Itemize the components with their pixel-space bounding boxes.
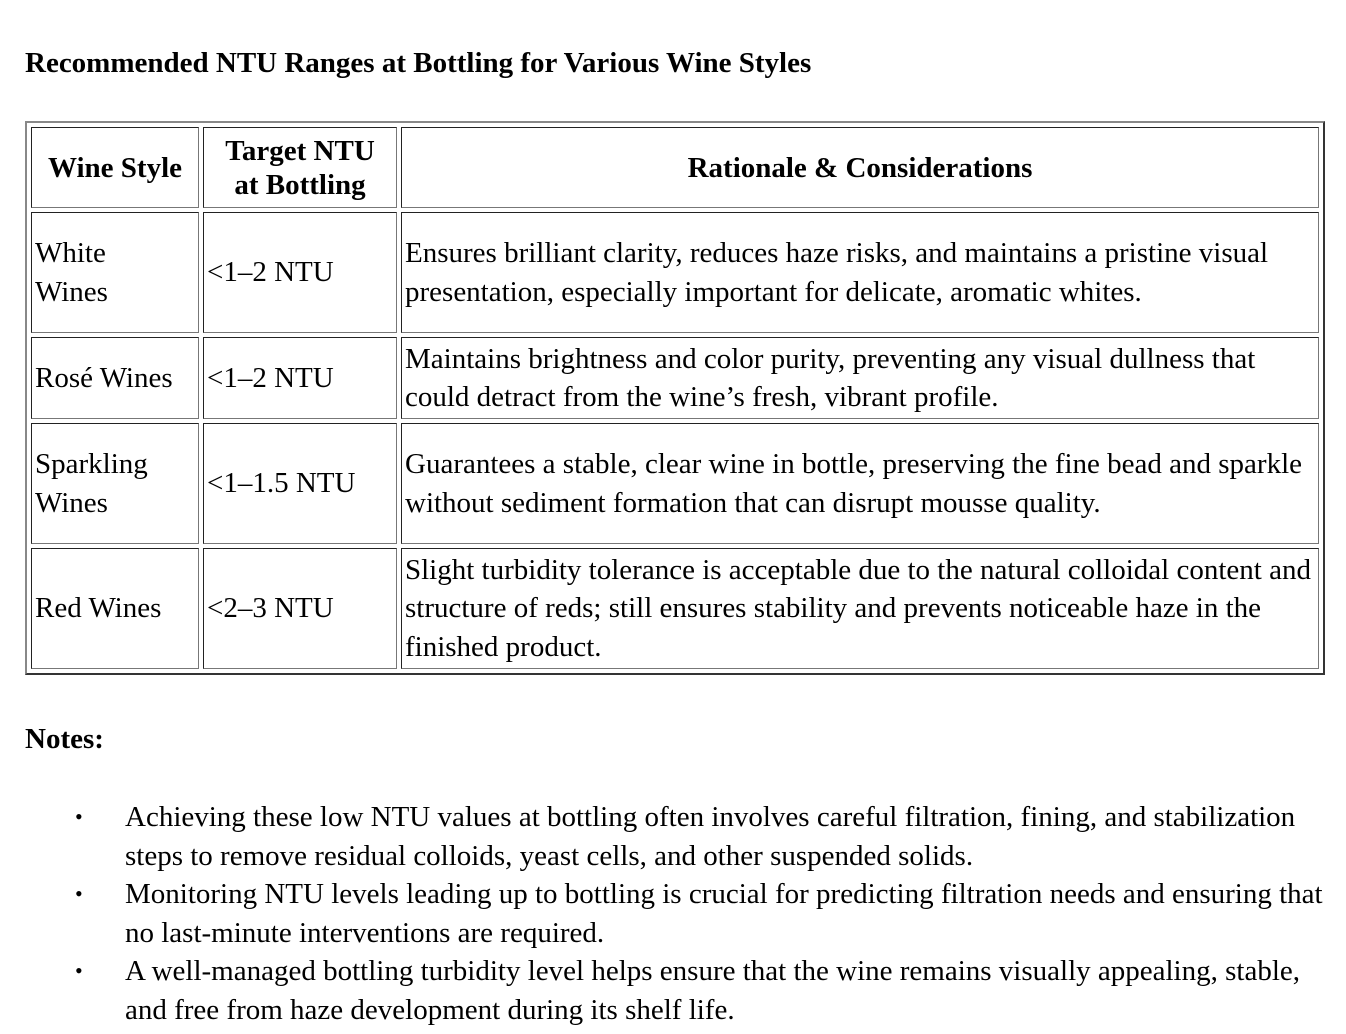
- list-item: [75, 952, 1325, 1029]
- cell-target-ntu: <1–2 NTU: [203, 212, 397, 333]
- notes-list: [25, 798, 1325, 1029]
- table-header-row: [31, 127, 1319, 208]
- cell-target-ntu: <1–1.5 NTU: [203, 423, 397, 544]
- table-row: [31, 548, 1319, 669]
- cell-wine-style: Rosé Wines: [31, 337, 199, 419]
- cell-target-ntu: <1–2 NTU: [203, 337, 397, 419]
- wine-style-text: White Wines: [35, 237, 108, 308]
- cell-rationale: Maintains brightness and color purity, preventing any visual dullness that could detract from the wine’s fresh, vibrant profile.: [401, 337, 1319, 419]
- cell-wine-style: [31, 212, 199, 333]
- table-row: [31, 423, 1319, 544]
- note-text: Monitoring NTU levels leading up to bottling is crucial for predicting filtration needs and ensuring that no last-minute interventions are required.: [125, 878, 1323, 949]
- cell-wine-style: [31, 423, 199, 544]
- header-target-ntu-text: Target NTU at Bottling: [225, 134, 375, 201]
- bullet-icon: •: [75, 881, 83, 906]
- bullet-icon: •: [75, 804, 83, 829]
- cell-rationale: Ensures brilliant clarity, reduces haze risks, and maintains a pristine visual presentation, especially important for delicate, aromatic whites.: [401, 212, 1319, 333]
- bullet-icon: •: [75, 958, 83, 983]
- list-item: [75, 798, 1325, 875]
- cell-rationale: Slight turbidity tolerance is acceptable due to the natural colloidal content and structure of reds; still ensures stability and prevents noticeable haze in the finished product.: [401, 548, 1319, 669]
- header-target-ntu: [203, 127, 397, 208]
- list-item: [75, 875, 1325, 952]
- cell-wine-style: Red Wines: [31, 548, 199, 669]
- header-rationale: Rationale & Considerations: [401, 127, 1319, 208]
- cell-target-ntu: <2–3 NTU: [203, 548, 397, 669]
- note-text: Achieving these low NTU values at bottling often involves careful filtration, fining, and stabilization steps to remove residual colloids, yeast cells, and other suspended solids.: [125, 801, 1296, 872]
- page-title: Recommended NTU Ranges at Bottling for Various Wine Styles: [25, 47, 812, 79]
- cell-rationale: Guarantees a stable, clear wine in bottle, preserving the fine bead and sparkle without sediment formation that can disrupt mousse quality.: [401, 423, 1319, 544]
- ntu-ranges-table: [25, 121, 1325, 675]
- note-text: A well-managed bottling turbidity level helps ensure that the wine remains visually appealing, stable, and free from haze development during its shelf life.: [125, 955, 1301, 1026]
- table-row: [31, 337, 1319, 419]
- table-row: [31, 212, 1319, 333]
- wine-style-text: Sparkling Wines: [35, 448, 148, 519]
- header-wine-style: Wine Style: [31, 127, 199, 208]
- notes-heading: Notes:: [25, 723, 104, 755]
